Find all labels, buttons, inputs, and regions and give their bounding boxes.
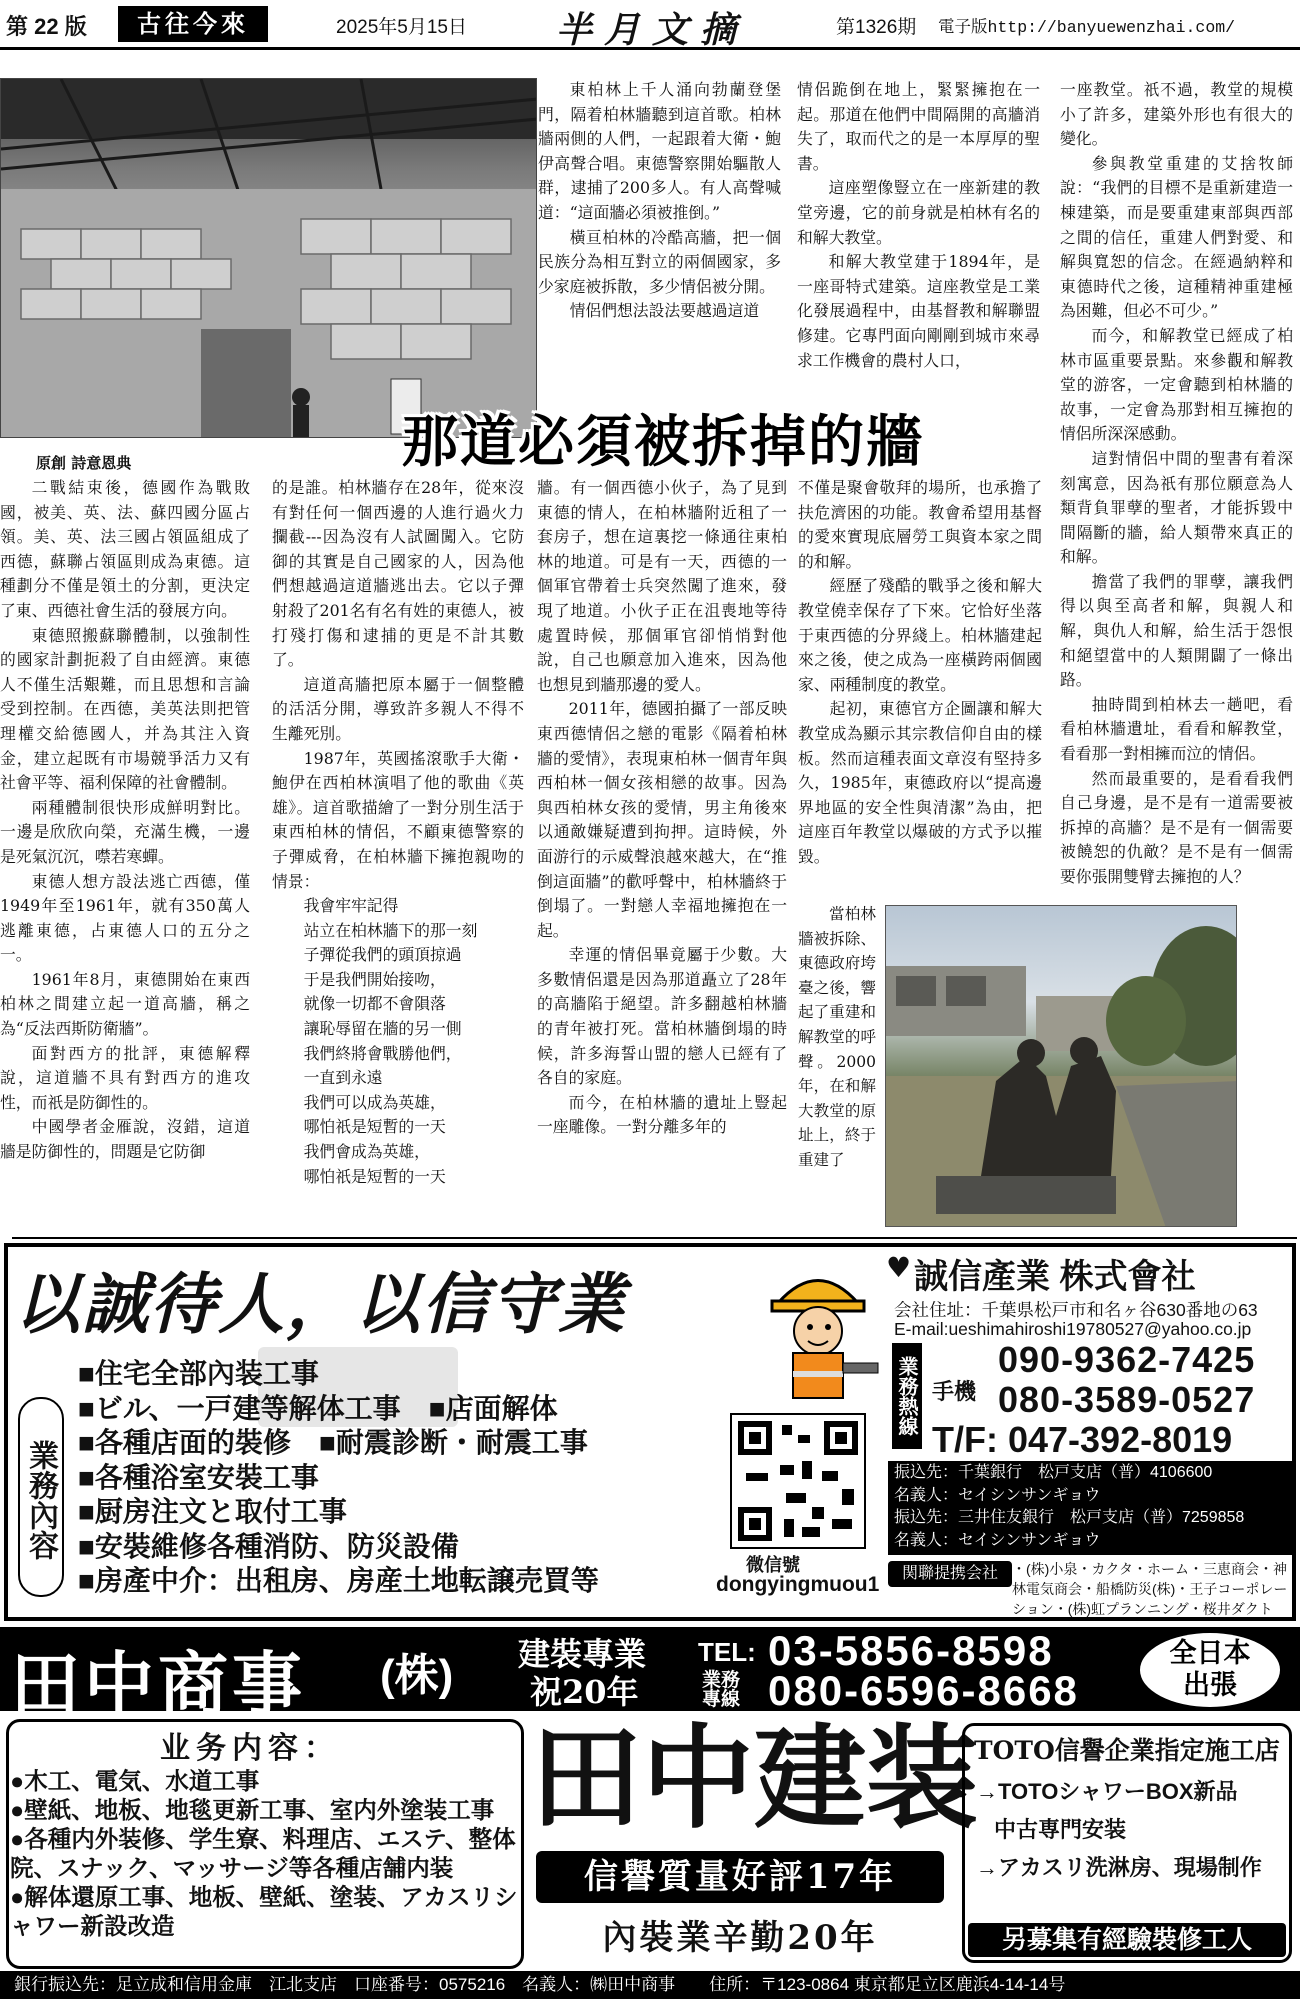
chengxin-phone-2[interactable]: 080-3589-0527	[998, 1379, 1256, 1420]
page-header	[0, 0, 1300, 50]
chengxin-bank-info: 振込先：千葉銀行 松戸支店（普）4106600 名義人：セイシンサンギョウ 振込先：三井住友銀行 松戸支店（普）7259858 名義人：セイシンサンギョウ	[888, 1461, 1294, 1555]
issue-number: 第1326期	[836, 17, 917, 38]
tanaka-suffix: (株)	[380, 1651, 454, 1700]
edition-url[interactable]: 電子版http://banyuewenzhai.com/	[938, 18, 1236, 37]
article-col-4-narrow: 當柏林牆被拆除、東德政府垮臺之後，響起了重建和解教堂的呼聲。2000年，在和解大教堂的原址上，終于重建了	[798, 905, 876, 1169]
services-side-label: 業務內容	[18, 1397, 64, 1597]
tanaka-center-title: 田中建装	[530, 1714, 978, 1844]
tanaka-ad	[0, 1627, 1300, 1972]
tanaka-mobile[interactable]: 080-6596-8668	[768, 1667, 1079, 1714]
article-col-3: 牆。有一個西德小伙子，為了見到東德的情人，在柏林牆附近租了一套房子，想在這裏挖一條通往東柏林的地道。可是有一天，西德的一個軍官帶着士兵突然闖了進來，發現了地道。小伙子正在沮喪地等待處置時候，那個軍官卻悄悄對他說，自己也願意加入進來，因為他也想見到牆那邊的愛人。 2011年，德國拍攝了一部反映東西德情侶之戀的電影《隔着柏林牆的愛情》，表現東柏林一個青年與西柏林一個女孩相戀的故事。因為與西柏林女孩的愛情，男主角後來以通敵嫌疑遭到拘押。這時候，外面游行的示威聲浪越來越大，在“推倒這面牆”的歡呼聲中，柏林牆終于倒塌了。一對戀人幸福地擁抱在一起。 幸運的情侶畢竟屬于少數。大多數情侶還是因為那道矗立了28年的高牆陷于絕望。許多翻越柏林牆的青年被打死。當柏林牆倒塌的時候，許多海誓山盟的戀人已經有了各自的家庭。 而今，在柏林牆的遺址上豎起一座雕像。一對分離多年的	[537, 478, 787, 1137]
tanaka-center-line-1: 信譽質量好評17年	[536, 1851, 944, 1903]
wechat-qr-code[interactable]	[730, 1413, 866, 1549]
chengxin-ad	[4, 1243, 1296, 1621]
tanaka-services-title: 业务内容：	[160, 1732, 340, 1765]
article-col-4: 不僅是聚會敬拜的場所，也承擔了扶危濟困的功能。教會希望用基督的愛來實現底層勞工與資本家之間的和解。 經歷了殘酷的戰爭之後和解大教堂僥幸保存了下來。它恰好坐落于東西德的分界綫上。柏林牆建起來之後，使之成為一座橫跨兩個國家、兩種制度的教堂。 起初，東德官方企圖讓和解大教堂成為顯示其宗教信仰自由的樣板。然而這種表面文章沒有堅持多久，1985年，東德政府以“提高邊界地區的安全性與清潔”為由，把這座百年教堂以爆破的方式予以摧毀。	[798, 478, 1042, 866]
tanaka-name: 田中商事	[10, 1646, 306, 1724]
article-col-top-1: 東柏林上千人涌向勃蘭登堡門，隔着柏林牆聽到這首歌。柏林牆兩側的人們，一起跟着大衛・鮑伊高聲合唱。東德警察開始驅散人群，逮捕了200多人。有人高聲喊道：“這面牆必須被推倒。” 橫亘柏林的冷酷高牆，把一個民族分為相互對立的兩個國家，多少家庭被拆散，多少情侶被分開。 情侶們想法設法要越過這道	[538, 80, 781, 321]
section-label: 古往今來	[118, 6, 268, 42]
heart-logo-icon: ♥	[886, 1251, 912, 1284]
mobile-label: 手機	[932, 1379, 977, 1404]
toto-items: →TOTOシャワーBOX新品 中古専門安装 →アカスリ洗淋房、現場制作	[976, 1779, 1262, 1880]
services-list: ■住宅全部內装工事 ■ビル、一戸建等解体工事 ■店面解体 ■各種店面的裝修 ■耐震診断・耐震工事 ■各種浴室安裝工事 ■厨房注文と取付工事 ■安裝維修各種消防、防災設備 ■房產中介：出租房、房産土地転譲売買等	[78, 1358, 599, 1596]
tanaka-center-line-2: 內裝業辛勤20年	[602, 1918, 878, 1958]
tanaka-bank-stripe: 銀行振込先：足立成和信用金庫 江北支店 口座番号：0575216 名義人：㈱田中商事 住所：〒123-0864 東京都足立区鹿浜4-14-14号	[0, 1971, 1300, 1999]
article-title: 那道必須被拆掉的牆	[402, 410, 924, 475]
article-col-right: 一座教堂。祇不過，教堂的規模小了許多，建築外形也有很大的變化。 參與教堂重建的艾捨牧師說：“我們的目標不是重新建造一棟建築，而是要重建東部與西部之間的信任，重建人們對愛、和解與寬恕的信念。在經過納粹和東德時代之後，這種精神重建極為困難，但必不可少。” 而今，和解教堂已經成了柏林市區重要景點。來參觀和解教堂的游客，一定會聽到柏林牆的故事，一定會為那對相互擁抱的情侶所深深感動。 這對情侶中間的聖書有着深刻寓意，因為祇有那位願意為人類背負罪孽的聖者，才能拆毀中間隔斷的牆，給人類帶來真正的和解。 擔當了我們的罪孽，讓我們得以與至高者和解，與親人和解，與仇人和解，給生活于怨恨和絕望當中的人類開闢了一條出路。 抽時間到柏林去一趟吧，看看柏林牆遺址，看看和解教堂，看看那一對相擁而泣的情侶。 然而最重要的，是看看我們自己身邊，是不是有一道需要被拆掉的高牆？是不是有一個需要被饒恕的仇敵？是不是有一個需要你張開雙臂去擁抱的人？	[1060, 80, 1293, 886]
wechat-id[interactable]: dongyingmuou1	[716, 1573, 880, 1596]
chengxin-slogan: 以誠待人，以信守業	[14, 1265, 626, 1343]
chengxin-phone-1[interactable]: 090-9362-7425	[998, 1339, 1256, 1380]
wechat-label: 微信號	[746, 1555, 800, 1575]
chengxin-address: 会社住址：千葉県松戸市和名ヶ谷630番地の63	[894, 1300, 1258, 1320]
issue-date: 2025年5月15日	[336, 17, 467, 38]
tanaka-tag-1: 建裝專業	[518, 1635, 647, 1673]
chengxin-company-name: 誠信產業 株式會社	[914, 1258, 1196, 1296]
ad-divider	[12, 1237, 1297, 1239]
recruit-banner: 另募集有經驗裝修工人	[968, 1923, 1286, 1957]
tanaka-biz-label: 業務專線	[702, 1669, 741, 1710]
related-companies-label: 関聯提携会社	[888, 1561, 1012, 1587]
tanaka-tag-2: 祝20年	[530, 1673, 639, 1711]
tanaka-services-list: ●木工、電気、水道工事 ●壁紙、地板、地毯更新工事、室内外塗装工事 ●各種内外装修、学生寮、料理店、エステ、整体院、スナック、マッサージ等各種店舗内装 ●解体還原工事、地板、壁紙、塗装、アカスリシャワー新設改造	[10, 1768, 518, 1939]
hotline-label: 業務熱線	[892, 1343, 922, 1449]
masthead: 半月文摘	[556, 9, 749, 51]
chengxin-email[interactable]: E-mail:ueshimahiroshi19780527@yahoo.co.jp	[894, 1319, 1252, 1339]
berlin-wall-photo	[0, 78, 537, 438]
article-col-1: 二戰結束後，德國作為戰敗國，被美、英、法、蘇四國分區占領。美、英、法三國占領區組成了西德，蘇聯占領區則成為東德。這種劃分不僅是領土的分割，更決定了東、西德社會生活的發展方向。 東德照搬蘇聯體制，以強制性的國家計劃扼殺了自由經濟。東德人不僅生活艱難，而且思想和言論受到控制。在西德，美英法則把管理權交給德國人，并為其注入資金，建立起既有市場競爭活力又有社會平等、福利保障的社會體制。 兩種體制很快形成鮮明對比。一邊是欣欣向榮，充滿生機，一邊是死氣沉沉，噤若寒蟬。 東德人想方設法逃亡西德，僅1949年至1961年，就有350萬人逃離東德，占東德人口的五分之一。 1961年8月，東德開始在東西柏林之間建立起一道高牆，稱之為“反法西斯防衛牆”。 面對西方的批評，東德解釋說，這道牆不具有對西方的進攻性，而祇是防御性的。 中國學者金雁說，沒錯，這道牆是防御性的，問題是它防御	[0, 478, 250, 1162]
article-col-2: 的是誰。柏林牆存在28年，從來沒有對任何一個西邊的人進行過火力攔截---因為沒有人試圖闖入。它防御的其實是自己國家的人，因為他們想越過這道牆逃出去。它以子彈射殺了201名有名有姓的東德人，被打殘打傷和逮捕的更是不計其數了。 這道高牆把原本屬于一個整體的活活分開，導致許多親人不得不生離死別。 1987年，英國搖滾歌手大衛・鮑伊在西柏林演唱了他的歌曲《英雄》。這首歌描繪了一對分別生活于東西柏林的情侶，不顧東德警察的子彈威脅，在柏林牆下擁抱親吻的情景： 我會牢牢記得 站立在柏林牆下的那一刻 子彈從我們的頭頂掠過 于是我們開始接吻， 就像一切都不會隕落 讓恥辱留在牆的另一側 我們終將會戰勝他們， 一直到永遠 我們可以成為英雄， 哪怕祇是短暫的一天 我們會成為英雄， 哪怕祇是短暫的一天	[272, 476, 524, 1228]
related-companies: ・(株)小泉・カクタ・ホーム・三恵商会・神林電気商会・船橋防災(株)・王子コーポレーション・(株)虹プランニング・桜井ダクト	[1012, 1561, 1288, 1617]
chengxin-tf[interactable]: T/F: 047-392-8019	[932, 1419, 1233, 1460]
reconciliation-sculpture-photo	[885, 905, 1237, 1227]
article-col-top-2: 情侶跪倒在地上，緊緊擁抱在一起。那道在他們中間隔開的高牆消失了，取而代之的是一本厚厚的聖書。 這座塑像豎立在一座新建的教堂旁邊，它的前身就是柏林有名的和解大教堂。 和解大教堂建于1894年，是一座哥特式建築。這座教堂是工業化發展過程中，由基督教和解聯盟修建。它專門面向剛剛到城市來尋求工作機會的農村人口，	[797, 80, 1040, 370]
worker-mascot-icon	[748, 1253, 888, 1403]
poem: 我會牢牢記得 站立在柏林牆下的那一刻 子彈從我們的頭頂掠過 于是我們開始接吻， 就像一切都不會隕落 讓恥辱留在牆的另一側 我們終將會戰勝他們， 一直到永遠 我們可以成為英雄， 哪怕祇是短暫的一天 我們會成為英雄， 哪怕祇是短暫的一天	[303, 896, 478, 1186]
tanaka-center-block	[530, 1714, 978, 1969]
byline: 原創 詩意恩典	[36, 454, 132, 472]
nationwide-badge: 全日本出張	[1140, 1633, 1280, 1707]
page-number: 第 22 版	[6, 14, 87, 39]
tanaka-tel[interactable]: 03-5856-8598	[768, 1627, 1054, 1674]
toto-title: TOTO信譽企業指定施工店	[974, 1736, 1280, 1765]
tanaka-tel-label: TEL:	[698, 1637, 756, 1667]
